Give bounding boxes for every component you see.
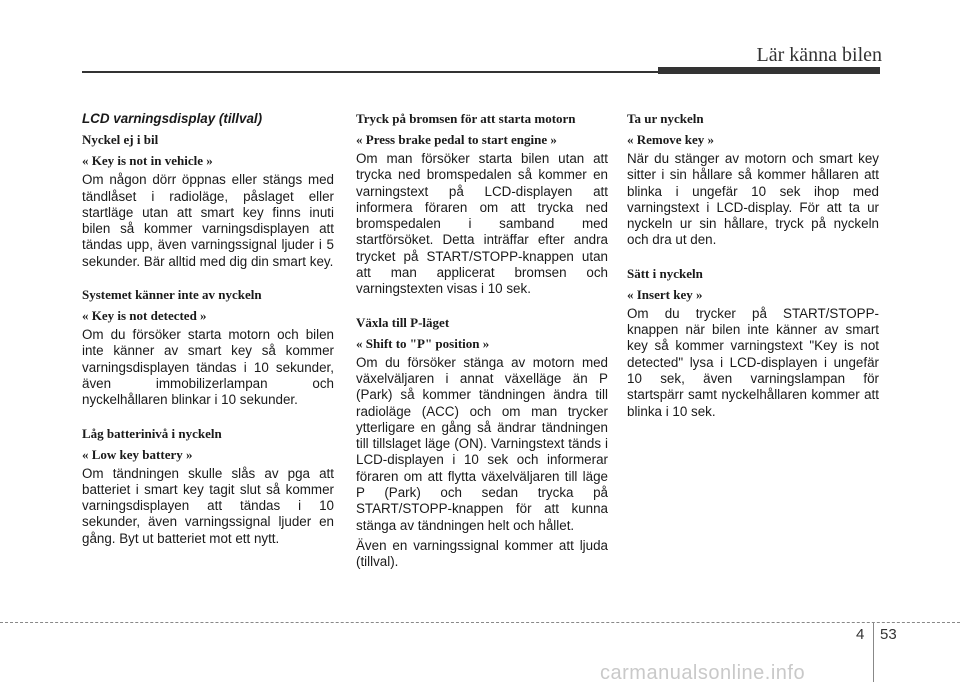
header-rule-accent [658,67,880,74]
display-message: « Shift to "P" position » [356,335,490,351]
block-heading: Nyckel ej i bil [82,132,159,148]
block-text: Om du trycker på START/STOPP-knappen när bilen inte känner av smart key så kommer varningstext "Key is not detected" lysa i LCD-displayen i ungefär 10 sek, även varningslampan för startspärr samt nyckelhållaren kommer att blinka i 10 sek. [627,305,879,419]
block-text-note: Även en varningssignal kommer att ljuda (tillval). [356,537,608,570]
block-text: Om du försöker stänga av motorn med växelväljaren i annat växelläge än P (Park) så kommer tändningen ändra till radioläge (ACC) och om man trycker ytterligare en gång så ändrar tändningen till tillslaget läge (ON). Varningstext tänds i LCD-displayen i 10 sek och informerar föraren om att flytta växelväljaren till läge P (Park) och sedan trycka på START/STOPP-knappen för att kunna stänga av tändningen helt och hållet. [356,354,608,533]
display-message: « Key is not detected » [82,308,207,324]
block-text: När du stänger av motorn och smart key sitter i sin hållare så kommer hållaren att blinka i ungefär 10 sek ihop med varningstext i LCD-display. För att ta ur nyckeln ur sin hållare, tryck på nyckeln och dra ut den. [627,151,879,248]
block-text: Om någon dörr öppnas eller stängs med tändlåset i radioläge, påslaget eller startläge utan att smart key finns inuti bilen så kommer varningsdisplayen att tändas upp, även varningssignal ljuder i 5 sekunder. Bär alltid med dig din smart key. [82,172,334,269]
section-title: LCD varningsdisplay (tillval) [82,111,263,126]
footer-rule [0,622,960,623]
page-number-divider [873,622,874,682]
block-heading: Tryck på bromsen för att starta motorn [356,111,576,126]
column-middle [356,108,608,571]
block-heading: Ta ur nyckeln [627,111,704,126]
page-number: 53 [880,626,897,643]
display-message: « Key is not in vehicle » [82,153,213,169]
block-text: Om tändningen skulle slås av pga att batteriet i smart key tagit slut så kommer varningsdisplayen att tändas i 10 sekunder, även varningssignal ljuder en gång. Byt ut batteriet mot ett nytt. [82,465,334,546]
block-heading: Växla till P-läget [356,314,450,330]
display-message: « Low key battery » [82,446,193,462]
block-text: Om du försöker starta motorn och bilen inte känner av smart key så kommer varningsdisplayen tändas i 10 sekunder, även immobilizerlampan och nyckelhållaren blinkar i 10 sekunder. [82,327,334,408]
column-right [627,108,879,420]
header-rule [82,71,678,73]
display-message: « Press brake pedal to start engine » [356,132,557,147]
display-message: « Insert key » [627,286,703,302]
chapter-number: 4 [856,626,865,643]
display-message: « Remove key » [627,132,715,147]
watermark: carmanualsonline.info [600,662,806,684]
block-heading: Låg batterinivå i nyckeln [82,425,222,441]
column-left [82,108,334,547]
block-heading: Sätt i nyckeln [627,265,703,281]
block-heading: Systemet känner inte av nyckeln [82,287,262,303]
page-header-title: Lär känna bilen [756,44,882,66]
block-text: Om man försöker starta bilen utan att trycka ned bromspedalen så kommer en varningstext på LCD-displayen att informera föraren om att trycka ned bromspedalen i samband med startförsöket. Detta inträffar efter andra trycket på START/STOPP-knappen utan att man applicerat bromsen och varningstexten visas i 10 sek. [356,151,608,297]
